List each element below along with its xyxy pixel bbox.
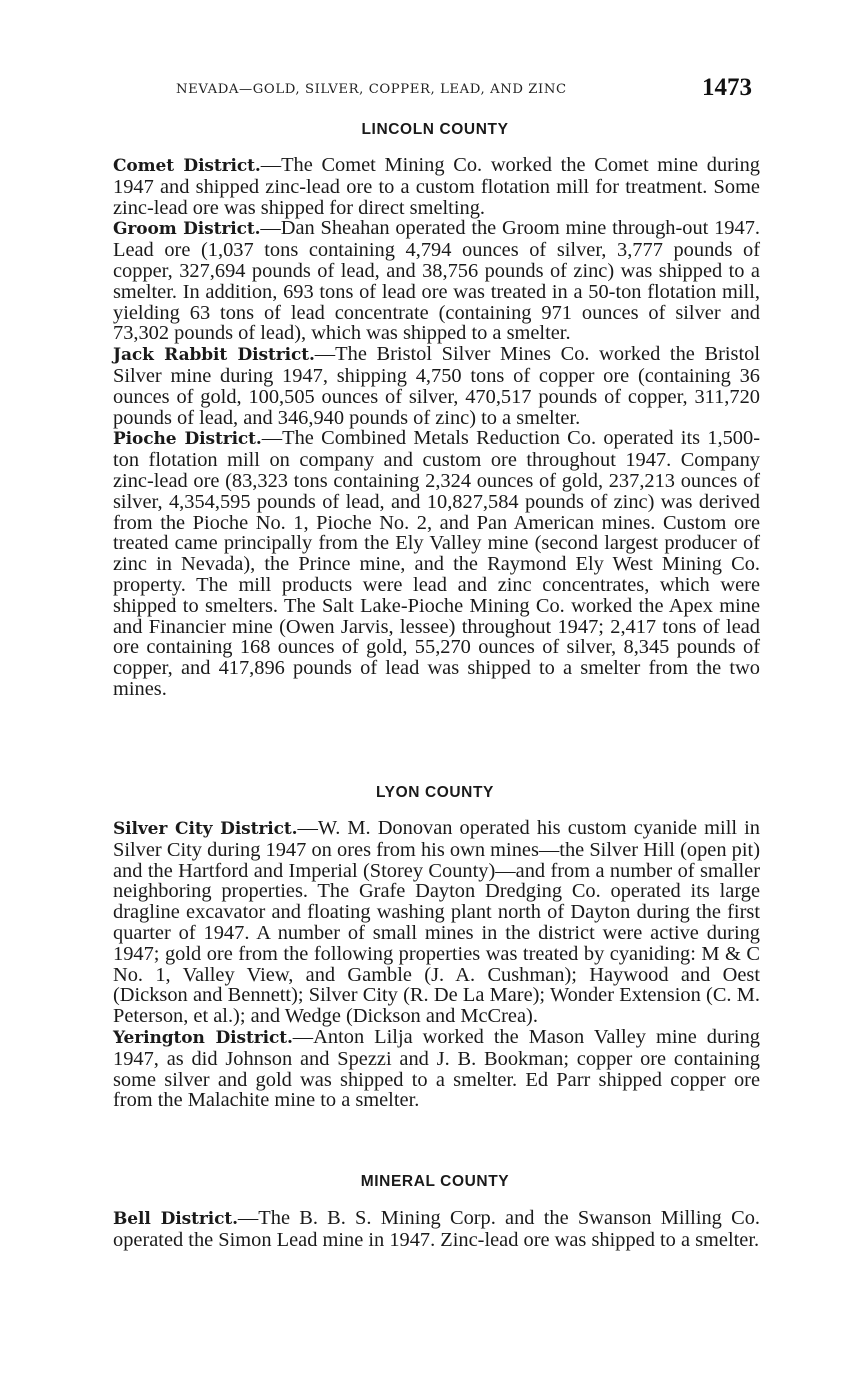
paragraph-silver-city-district: [113, 818, 760, 1027]
section-lincoln-county: [113, 155, 760, 700]
paragraph-yerington-district: [113, 1027, 760, 1111]
paragraph-pioche-district: [113, 428, 760, 699]
section-heading-mineral-county: MINERAL COUNTY: [360, 1173, 510, 1190]
paragraph-text: —Dan Sheahan operated the Groom mine through-out 1947. Lead ore (1,037 tons containing 4,794 ounces of silver, 3,777 pounds of copper, 327,694 pounds of lead, and 38,756 pounds of zinc) was shipped to a smelter. In addition, 693 tons of lead ore was treated in a 50-ton flotation mill, yielding 63 tons of lead concentrate (containing 971 ounces of silver and 73,302 pounds of lead), which was shipped to a smelter.: [113, 217, 760, 345]
district-name: Groom District.: [113, 219, 261, 240]
running-head: [110, 74, 760, 106]
district-name: Bell District.: [113, 1209, 238, 1229]
paragraph-text: —Anton Lilja worked the Mason Valley mine during 1947, as did Johnson and Spezzi and J. B. Bookman; copper ore containing some silver and gold was shipped to a smelter. Ed Parr shipped copper ore from the Malachite mine to a smelter.: [113, 1025, 760, 1112]
paragraph-text: —The Bristol Silver Mines Co. worked the Bristol Silver mine during 1947, shipping 4,750 tons of copper ore (containing 36 ounces of gold, 100,505 ounces of silver, 470,517 pounds of copper, 311,720 pounds of lead, and 346,940 pounds of zinc) to a smelter.: [113, 343, 760, 429]
district-name: Jack Rabbit District.: [113, 345, 315, 366]
running-title: NEVADA—GOLD, SILVER, COPPER, LEAD, AND ZINC: [176, 82, 567, 97]
paragraph-groom-district: [113, 218, 760, 344]
paragraph-text: —The Comet Mining Co. worked the Comet mine during 1947 and shipped zinc-lead ore to a custom flotation mill for treatment. Some zinc-lead ore was shipped for direct smelting.: [113, 154, 760, 219]
paragraph-jack-rabbit-district: [113, 344, 760, 428]
district-name: Comet District.: [113, 156, 261, 176]
district-name: Silver City District.: [113, 819, 298, 839]
section-heading-lyon-county: LYON COUNTY: [376, 784, 494, 801]
paragraph-comet-district: [113, 155, 760, 218]
section-lyon-county: [113, 818, 760, 1111]
paragraph-text: —W. M. Donovan operated his custom cyanide mill in Silver City during 1947 on ores from his own mines—the Silver Hill (open pit) and the Hartford and Imperial (Storey County)—and from a number of smaller neighboring properties. The Grafe Dayton Dredging Co. operated its large dragline excavator and floating washing plant north of Dayton during the first quarter of 1947. A number of small mines in the district were active during 1947; gold ore from the following properties was treated by cyaniding: M & C No. 1, Valley View, and Gamble (J. A. Cushman); Haywood and Oest (Dickson and Bennett); Silver City (R. De La Mare); Wonder Extension (C. M. Peterson, et al.); and Wedge (Dickson and McCrea).: [113, 817, 760, 1028]
paragraph-text: —The B. B. S. Mining Corp. and the Swanson Milling Co. operated the Simon Lead mine in 1947. Zinc-lead ore was shipped to a smelter.: [113, 1207, 760, 1251]
page-number: 1473: [702, 74, 752, 101]
district-name: Yerington District.: [113, 1027, 293, 1048]
district-name: Pioche District.: [113, 429, 262, 450]
paragraph-bell-district: [113, 1208, 760, 1251]
section-heading-lincoln-county: LINCOLN COUNTY: [361, 121, 509, 138]
section-mineral-county: [113, 1208, 760, 1251]
paragraph-text: —The Combined Metals Reduction Co. operated its 1,500-ton flotation mill on company and custom ore throughout 1947. Company zinc-lead ore (83,323 tons containing 2,324 ounces of gold, 237,213 ounces of silver, 4,354,595 pounds of lead, and 10,827,584 pounds of zinc) was derived from the Pioche No. 1, Pioche No. 2, and Pan American mines. Custom ore treated came principally from the Ely Valley mine (second largest producer of zinc in Nevada), the Prince mine, and the Raymond Ely West Mining Co. property. The mill products were lead and zinc concentrates, which were shipped to smelters. The Salt Lake-Pioche Mining Co. worked the Apex mine and Financier mine (Owen Jarvis, lessee) throughout 1947; 2,417 tons of lead ore containing 168 ounces of gold, 55,270 ounces of silver, 8,345 pounds of copper, and 417,896 pounds of lead was shipped to a smelter from the two mines.: [113, 427, 760, 700]
